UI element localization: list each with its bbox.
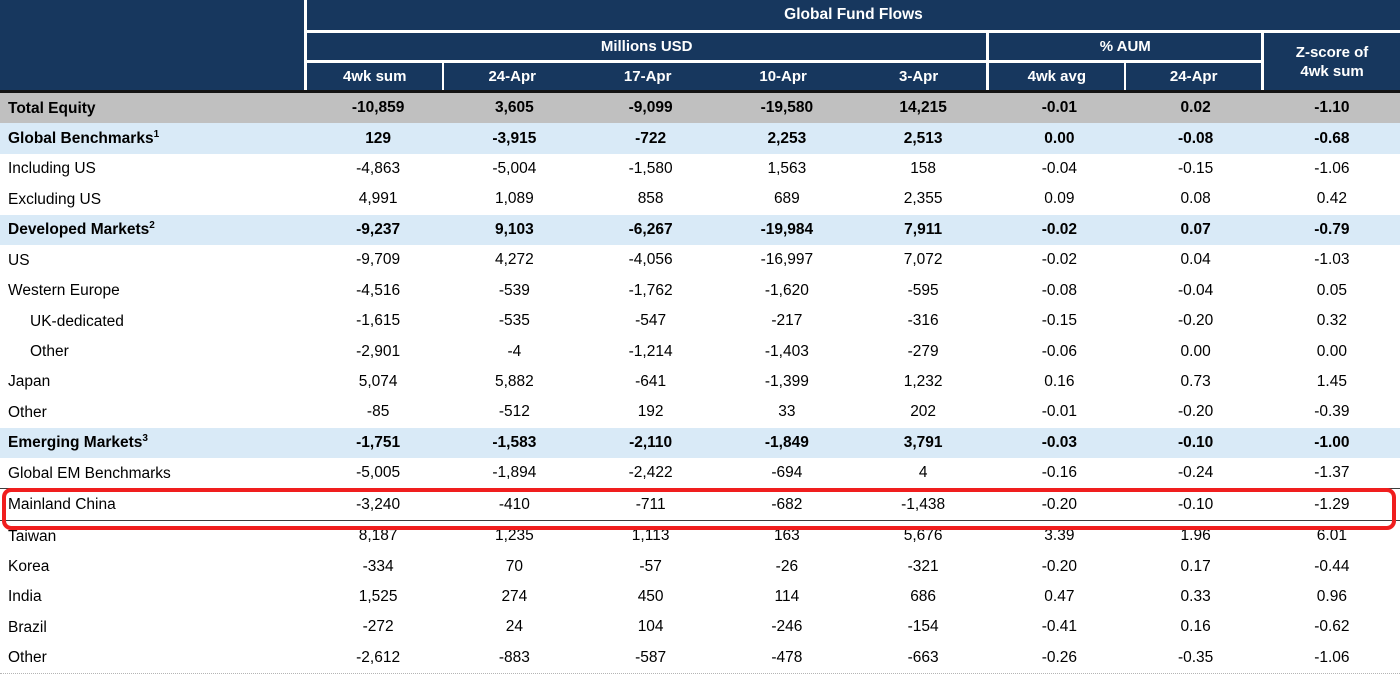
cell-value: 0.42 — [1316, 190, 1347, 208]
cell-value: -6,267 — [628, 220, 673, 238]
cell-value: 0.02 — [1180, 99, 1211, 117]
cell-value: -1,762 — [628, 281, 673, 299]
cell-value: -410 — [498, 495, 530, 513]
cell-value: 274 — [501, 587, 528, 605]
cell-value: 0.47 — [1044, 587, 1075, 605]
table-row — [0, 458, 1400, 489]
cell-value: -0.10 — [1177, 433, 1214, 451]
cell-value: -694 — [771, 464, 803, 482]
cell-value: -10,859 — [351, 99, 405, 117]
cell-value: -4 — [507, 342, 522, 360]
cell-value: -272 — [362, 618, 394, 636]
row-label: Total Equity — [8, 99, 96, 117]
cell-value: -0.20 — [1041, 557, 1078, 575]
table-row — [0, 215, 1400, 245]
cell-value: -0.02 — [1041, 251, 1078, 269]
cell-value: -0.39 — [1314, 403, 1350, 421]
table-row — [0, 489, 1400, 520]
cell-value: -2,901 — [356, 342, 401, 360]
cell-value: -0.79 — [1314, 220, 1350, 238]
cell-value: -1,583 — [492, 433, 537, 451]
group-header-millions-usd: Millions USD — [307, 33, 986, 60]
cell-value: -16,997 — [760, 251, 814, 269]
column-header-17-apr: 17-Apr — [580, 63, 715, 90]
cell-value: 0.09 — [1044, 190, 1075, 208]
cell-value: 0.04 — [1180, 251, 1211, 269]
row-label: India — [8, 588, 42, 606]
cell-value: -19,984 — [760, 220, 814, 238]
column-header-zscore — [1261, 33, 1400, 90]
cell-value: 70 — [505, 557, 523, 575]
cell-value: -1,894 — [492, 464, 537, 482]
row-label: Excluding US — [8, 191, 102, 209]
cell-value: -4,056 — [628, 251, 673, 269]
cell-value: -1,399 — [764, 373, 809, 390]
table-row — [0, 184, 1400, 214]
row-label: Taiwan — [8, 527, 57, 545]
column-header-24-apr: 24-Apr — [442, 63, 579, 90]
zscore-header-line1: Z-score of — [1295, 43, 1369, 61]
cell-value: -1,849 — [764, 433, 809, 451]
cell-value: -512 — [498, 403, 530, 421]
table-row — [0, 93, 1400, 123]
cell-value: 4,272 — [494, 251, 534, 269]
cell-value: 1,235 — [494, 527, 534, 545]
cell-value: -316 — [907, 312, 939, 330]
cell-value: -154 — [907, 618, 939, 636]
row-label: Other — [8, 404, 47, 421]
cell-value: 14,215 — [899, 99, 947, 117]
cell-value: 114 — [774, 587, 800, 605]
column-header-3-apr: 3-Apr — [851, 63, 986, 90]
cell-value: 6.01 — [1316, 527, 1347, 545]
cell-value: -478 — [771, 648, 803, 666]
header-right — [307, 0, 1400, 90]
cell-value: 2,513 — [903, 129, 943, 147]
cell-value: -26 — [775, 557, 799, 575]
cell-value: -2,612 — [356, 648, 401, 666]
cell-value: -0.26 — [1041, 648, 1078, 666]
table-row — [0, 521, 1400, 551]
cell-value: -2,422 — [628, 464, 673, 482]
millions-usd-subcolumns — [307, 63, 986, 90]
cell-value: 104 — [637, 618, 664, 636]
cell-value: -1.10 — [1314, 99, 1350, 117]
cell-value: 0.33 — [1180, 587, 1211, 605]
cell-value: 1,113 — [631, 527, 670, 545]
cell-value: 3.39 — [1044, 527, 1075, 545]
row-label: Korea — [8, 558, 50, 576]
cell-value: 1,232 — [903, 373, 943, 390]
cell-value: -1.29 — [1314, 495, 1350, 513]
cell-value: -279 — [907, 342, 939, 360]
footnote-marker: 1 — [153, 129, 160, 141]
cell-value: 24 — [505, 618, 523, 636]
table-row — [0, 428, 1400, 458]
table-header — [0, 0, 1400, 93]
cell-value: -1.06 — [1314, 160, 1350, 178]
row-label: Western Europe — [8, 282, 120, 300]
cell-value: -85 — [366, 403, 390, 421]
cell-value: 858 — [637, 190, 664, 208]
cell-value: 33 — [778, 403, 796, 421]
cell-value: -4,516 — [356, 281, 401, 299]
cell-value: -5,005 — [356, 464, 401, 482]
cell-value: 1,525 — [358, 587, 398, 605]
row-label: Mainland China — [8, 496, 116, 514]
cell-value: -663 — [907, 648, 939, 666]
cell-value: -0.20 — [1041, 495, 1078, 513]
cell-value: 3,605 — [494, 99, 534, 117]
cell-value: -595 — [907, 281, 939, 299]
column-header-4wk-sum: 4wk sum — [307, 63, 442, 90]
cell-value: -2,110 — [629, 433, 673, 451]
cell-value: -0.03 — [1041, 433, 1078, 451]
cell-value: 1.96 — [1180, 527, 1211, 545]
row-label: Including US — [8, 160, 96, 178]
cell-value: 0.07 — [1180, 220, 1211, 238]
cell-value: -1,620 — [764, 281, 809, 299]
cell-value: -1.00 — [1314, 433, 1350, 451]
column-header-10-apr: 10-Apr — [715, 63, 850, 90]
cell-value: -0.08 — [1177, 129, 1214, 147]
cell-value: -0.15 — [1177, 160, 1214, 178]
cell-value: -0.01 — [1041, 99, 1078, 117]
cell-value: -3,915 — [492, 129, 537, 147]
cell-value: 0.73 — [1180, 373, 1211, 390]
cell-value: 8,187 — [358, 527, 398, 545]
cell-value: -587 — [635, 648, 667, 666]
column-header-aum-24-apr: 24-Apr — [1124, 63, 1261, 90]
row-label: Emerging Markets$^3$ — [8, 433, 148, 452]
row-label: US — [8, 251, 30, 269]
row-label: UK-dedicated — [30, 312, 124, 330]
column-header-4wk-avg: 4wk avg — [989, 63, 1124, 90]
cell-value: -0.04 — [1177, 281, 1214, 299]
cell-value: 5,676 — [903, 527, 943, 545]
cell-value: 2,355 — [903, 190, 943, 208]
cell-value: 0.08 — [1180, 190, 1211, 208]
table-row — [0, 123, 1400, 153]
cell-value: -682 — [771, 495, 803, 513]
cell-value: 163 — [773, 527, 800, 545]
cell-value: -0.04 — [1041, 160, 1078, 178]
table-row — [0, 245, 1400, 275]
table-row — [0, 306, 1400, 336]
cell-value: -0.20 — [1177, 403, 1214, 421]
cell-value: 0.00 — [1316, 342, 1347, 360]
cell-value: 5,882 — [494, 373, 534, 390]
cell-value: -547 — [635, 312, 667, 330]
cell-value: -0.01 — [1041, 403, 1078, 421]
cell-value: -0.10 — [1177, 495, 1214, 513]
cell-value: -535 — [498, 312, 530, 330]
cell-value: -883 — [498, 648, 530, 666]
table-row — [0, 276, 1400, 306]
group-millions-usd — [307, 33, 986, 90]
zscore-header-line2: 4wk sum — [1300, 62, 1364, 80]
cell-value: -0.24 — [1177, 464, 1214, 482]
cell-value: 689 — [773, 190, 800, 208]
row-label: Other — [30, 343, 69, 361]
cell-value: 0.05 — [1316, 281, 1347, 299]
table-row — [0, 551, 1400, 581]
row-label: Developed Markets$^2$ — [8, 220, 155, 239]
cell-value: -3,240 — [356, 495, 401, 513]
cell-value: -0.41 — [1041, 618, 1078, 636]
cell-value: -0.68 — [1314, 129, 1350, 147]
cell-value: -9,709 — [356, 251, 401, 269]
cell-value: -217 — [771, 312, 803, 330]
cell-value: -19,580 — [760, 99, 814, 117]
cell-value: -334 — [362, 557, 394, 575]
cell-value: -0.35 — [1177, 648, 1214, 666]
group-header-pct-aum: % AUM — [989, 33, 1261, 60]
cell-value: -1,403 — [764, 342, 809, 360]
cell-value: -0.06 — [1041, 342, 1078, 360]
table-row — [0, 582, 1400, 612]
cell-value: 192 — [637, 403, 664, 421]
footnote-marker: 2 — [149, 220, 155, 232]
cell-value: -722 — [635, 129, 667, 147]
cell-value: -0.02 — [1041, 220, 1078, 238]
row-label: Japan — [8, 373, 51, 391]
group-pct-aum — [986, 33, 1261, 90]
cell-value: -57 — [639, 557, 662, 575]
cell-value: -246 — [771, 618, 803, 636]
cell-value: 686 — [910, 587, 937, 605]
cell-value: -1,580 — [628, 160, 673, 178]
table-row — [0, 612, 1400, 642]
cell-value: -5,004 — [492, 160, 537, 178]
cell-value: 1,563 — [767, 160, 807, 178]
cell-value: -0.08 — [1041, 281, 1078, 299]
cell-value: -1.37 — [1314, 464, 1350, 482]
table-title: Global Fund Flows — [307, 0, 1400, 30]
cell-value: 5,074 — [358, 373, 398, 390]
cell-value: -1,751 — [356, 433, 401, 451]
cell-value: -1,438 — [901, 495, 946, 513]
cell-value: 4,991 — [358, 190, 398, 208]
cell-value: 3,791 — [903, 433, 943, 451]
header-groups — [307, 33, 1400, 90]
cell-value: 129 — [365, 129, 392, 147]
cell-value: 7,911 — [904, 220, 943, 238]
table-row — [0, 397, 1400, 427]
cell-value: 9,103 — [494, 220, 534, 238]
header-corner-block — [0, 0, 307, 90]
cell-value: 7,072 — [903, 251, 943, 269]
cell-value: 2,253 — [767, 129, 807, 147]
cell-value: -0.62 — [1314, 618, 1350, 636]
cell-value: -711 — [635, 495, 666, 513]
cell-value: 4 — [918, 464, 928, 482]
table-row — [0, 336, 1400, 366]
cell-value: -1,615 — [356, 312, 401, 330]
cell-value: 158 — [910, 160, 937, 178]
row-label: Global EM Benchmarks — [8, 464, 171, 482]
cell-value: 0.00 — [1044, 129, 1075, 147]
row-label: Brazil — [8, 618, 47, 636]
cell-value: -9,237 — [356, 220, 401, 238]
table-body — [0, 93, 1400, 674]
cell-value: -0.15 — [1041, 312, 1078, 330]
cell-value: -1,214 — [628, 342, 673, 360]
cell-value: 0.96 — [1316, 587, 1347, 605]
cell-value: -641 — [635, 373, 667, 390]
pct-aum-subcolumns — [989, 63, 1261, 90]
cell-value: 0.16 — [1044, 373, 1075, 390]
cell-value: -539 — [498, 281, 530, 299]
row-label: Global Benchmarks$^1$ — [8, 129, 160, 148]
cell-value: -0.44 — [1314, 557, 1350, 575]
cell-value: 202 — [910, 403, 937, 421]
cell-value: -4,863 — [356, 160, 401, 178]
cell-value: -9,099 — [628, 99, 673, 117]
cell-value: 450 — [637, 587, 664, 605]
cell-value: -321 — [907, 557, 939, 575]
cell-value: 1.45 — [1316, 373, 1347, 390]
table-row — [0, 154, 1400, 184]
cell-value: 1,089 — [494, 190, 534, 208]
row-label: Other — [8, 649, 47, 667]
cell-value: -1.03 — [1314, 251, 1350, 269]
cell-value: 0.16 — [1180, 618, 1211, 636]
table-row — [0, 367, 1400, 397]
footnote-marker: 3 — [142, 433, 148, 445]
cell-value: -0.16 — [1041, 464, 1078, 482]
cell-value: 0.17 — [1180, 557, 1211, 575]
cell-value: 0.32 — [1316, 312, 1347, 330]
table-row — [0, 643, 1400, 674]
cell-value: -0.20 — [1177, 312, 1214, 330]
cell-value: -1.06 — [1314, 648, 1350, 666]
cell-value: 0.00 — [1180, 342, 1211, 360]
